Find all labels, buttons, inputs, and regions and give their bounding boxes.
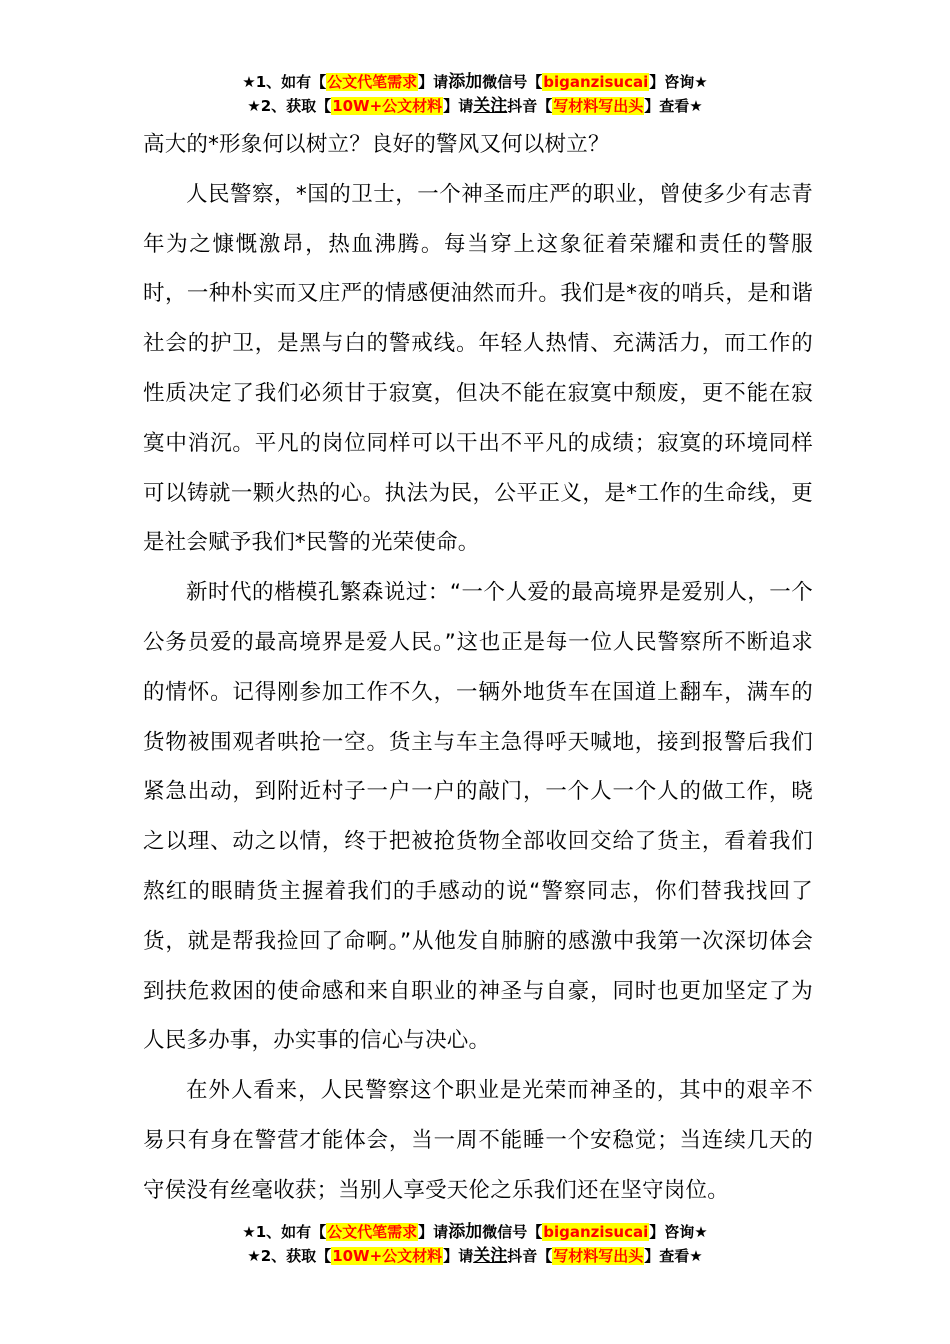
banner-line-2 xyxy=(0,94,950,118)
document-body xyxy=(143,120,813,1216)
banner-text: 】查看★ xyxy=(644,1247,703,1265)
banner-text: 】请 xyxy=(443,97,474,115)
top-banner xyxy=(0,70,950,118)
banner-text: 】请 xyxy=(418,73,449,91)
banner-text: ★1、如有【 xyxy=(242,73,327,91)
paragraph: 人民警察，*国的卫士，一个神圣而庄严的职业，曾使多少有志青年为之慷慨激昂，热血沸腾。每当穿上这象征着荣耀和责任的警服时，一种朴实而又庄严的情感便油然而升。我们是*夜的哨兵，是和谐社会的护卫，是黑与白的警戒线。年轻人热情、充满活力，而工作的性质决定了我们必须甘于寂寞，但决不能在寂寞中颓废，更不能在寂寞中消沉。平凡的岗位同样可以干出不平凡的成绩；寂寞的环境同样可以铸就一颗火热的心。执法为民，公平正义，是*工作的生命线，更是社会赋予我们*民警的光荣使命。 xyxy=(143,181,813,556)
banner-text: 抖音【 xyxy=(507,97,553,115)
banner-text: 】请 xyxy=(443,1247,474,1265)
banner-text: 】咨询★ xyxy=(649,73,708,91)
banner-highlight: 10W+公文材料 xyxy=(332,1247,443,1265)
banner-text: 微信号【 xyxy=(482,73,543,91)
banner-emphasis: 关注 xyxy=(473,1246,508,1266)
banner-text: 】咨询★ xyxy=(649,1223,708,1241)
bottom-banner xyxy=(0,1220,950,1268)
banner-text: 抖音【 xyxy=(507,1247,553,1265)
banner-text: 】查看★ xyxy=(644,97,703,115)
banner-text: 】请 xyxy=(418,1223,449,1241)
banner-highlight: 写材料写出头 xyxy=(553,97,644,115)
banner-highlight: 公文代笔需求 xyxy=(327,1223,418,1241)
banner-line-1 xyxy=(0,1220,950,1244)
banner-line-2 xyxy=(0,1244,950,1268)
banner-highlight: biganzisucai xyxy=(543,1223,649,1241)
paragraph: 新时代的楷模孔繁森说过：“一个人爱的最高境界是爱别人，一个公务员爱的最高境界是爱人民。”这也正是每一位人民警察所不断追求的情怀。记得刚参加工作不久，一辆外地货车在国道上翻车，满车的货物被围观者哄抢一空。货主与车主急得呼天喊地，接到报警后我们紧急出动，到附近村子一户一户的敲门，一个人一个人的做工作，晓之以理、动之以情，终于把被抢货物全部收回交给了货主，看着我们熬红的眼睛货主握着我们的手感动的说“警察同志，你们替我找回了货，就是帮我捡回了命啊。”从他发自肺腑的感激中我第一次深切体会到扶危救困的使命感和来自职业的神圣与自豪，同时也更加坚定了为人民多办事，办实事的信心与决心。 xyxy=(143,580,813,1054)
banner-highlight: 10W+公文材料 xyxy=(332,97,443,115)
banner-emphasis: 添加 xyxy=(448,72,483,92)
banner-highlight: 写材料写出头 xyxy=(553,1247,644,1265)
banner-highlight: 公文代笔需求 xyxy=(327,73,418,91)
banner-text: ★2、获取【 xyxy=(247,1247,332,1265)
banner-text: 微信号【 xyxy=(482,1223,543,1241)
paragraph: 在外人看来，人民警察这个职业是光荣而神圣的，其中的艰辛不易只有身在警营才能体会，当一周不能睡一个安稳觉；当连续几天的守侯没有丝毫收获；当别人享受天伦之乐我们还在坚守岗位。 xyxy=(143,1078,813,1203)
banner-line-1 xyxy=(0,70,950,94)
banner-text: ★1、如有【 xyxy=(242,1223,327,1241)
banner-highlight: biganzisucai xyxy=(543,73,649,91)
banner-emphasis: 关注 xyxy=(473,96,508,116)
paragraph: 高大的*形象何以树立？良好的警风又何以树立？ xyxy=(143,132,610,157)
banner-emphasis: 添加 xyxy=(448,1222,483,1242)
banner-text: ★2、获取【 xyxy=(247,97,332,115)
